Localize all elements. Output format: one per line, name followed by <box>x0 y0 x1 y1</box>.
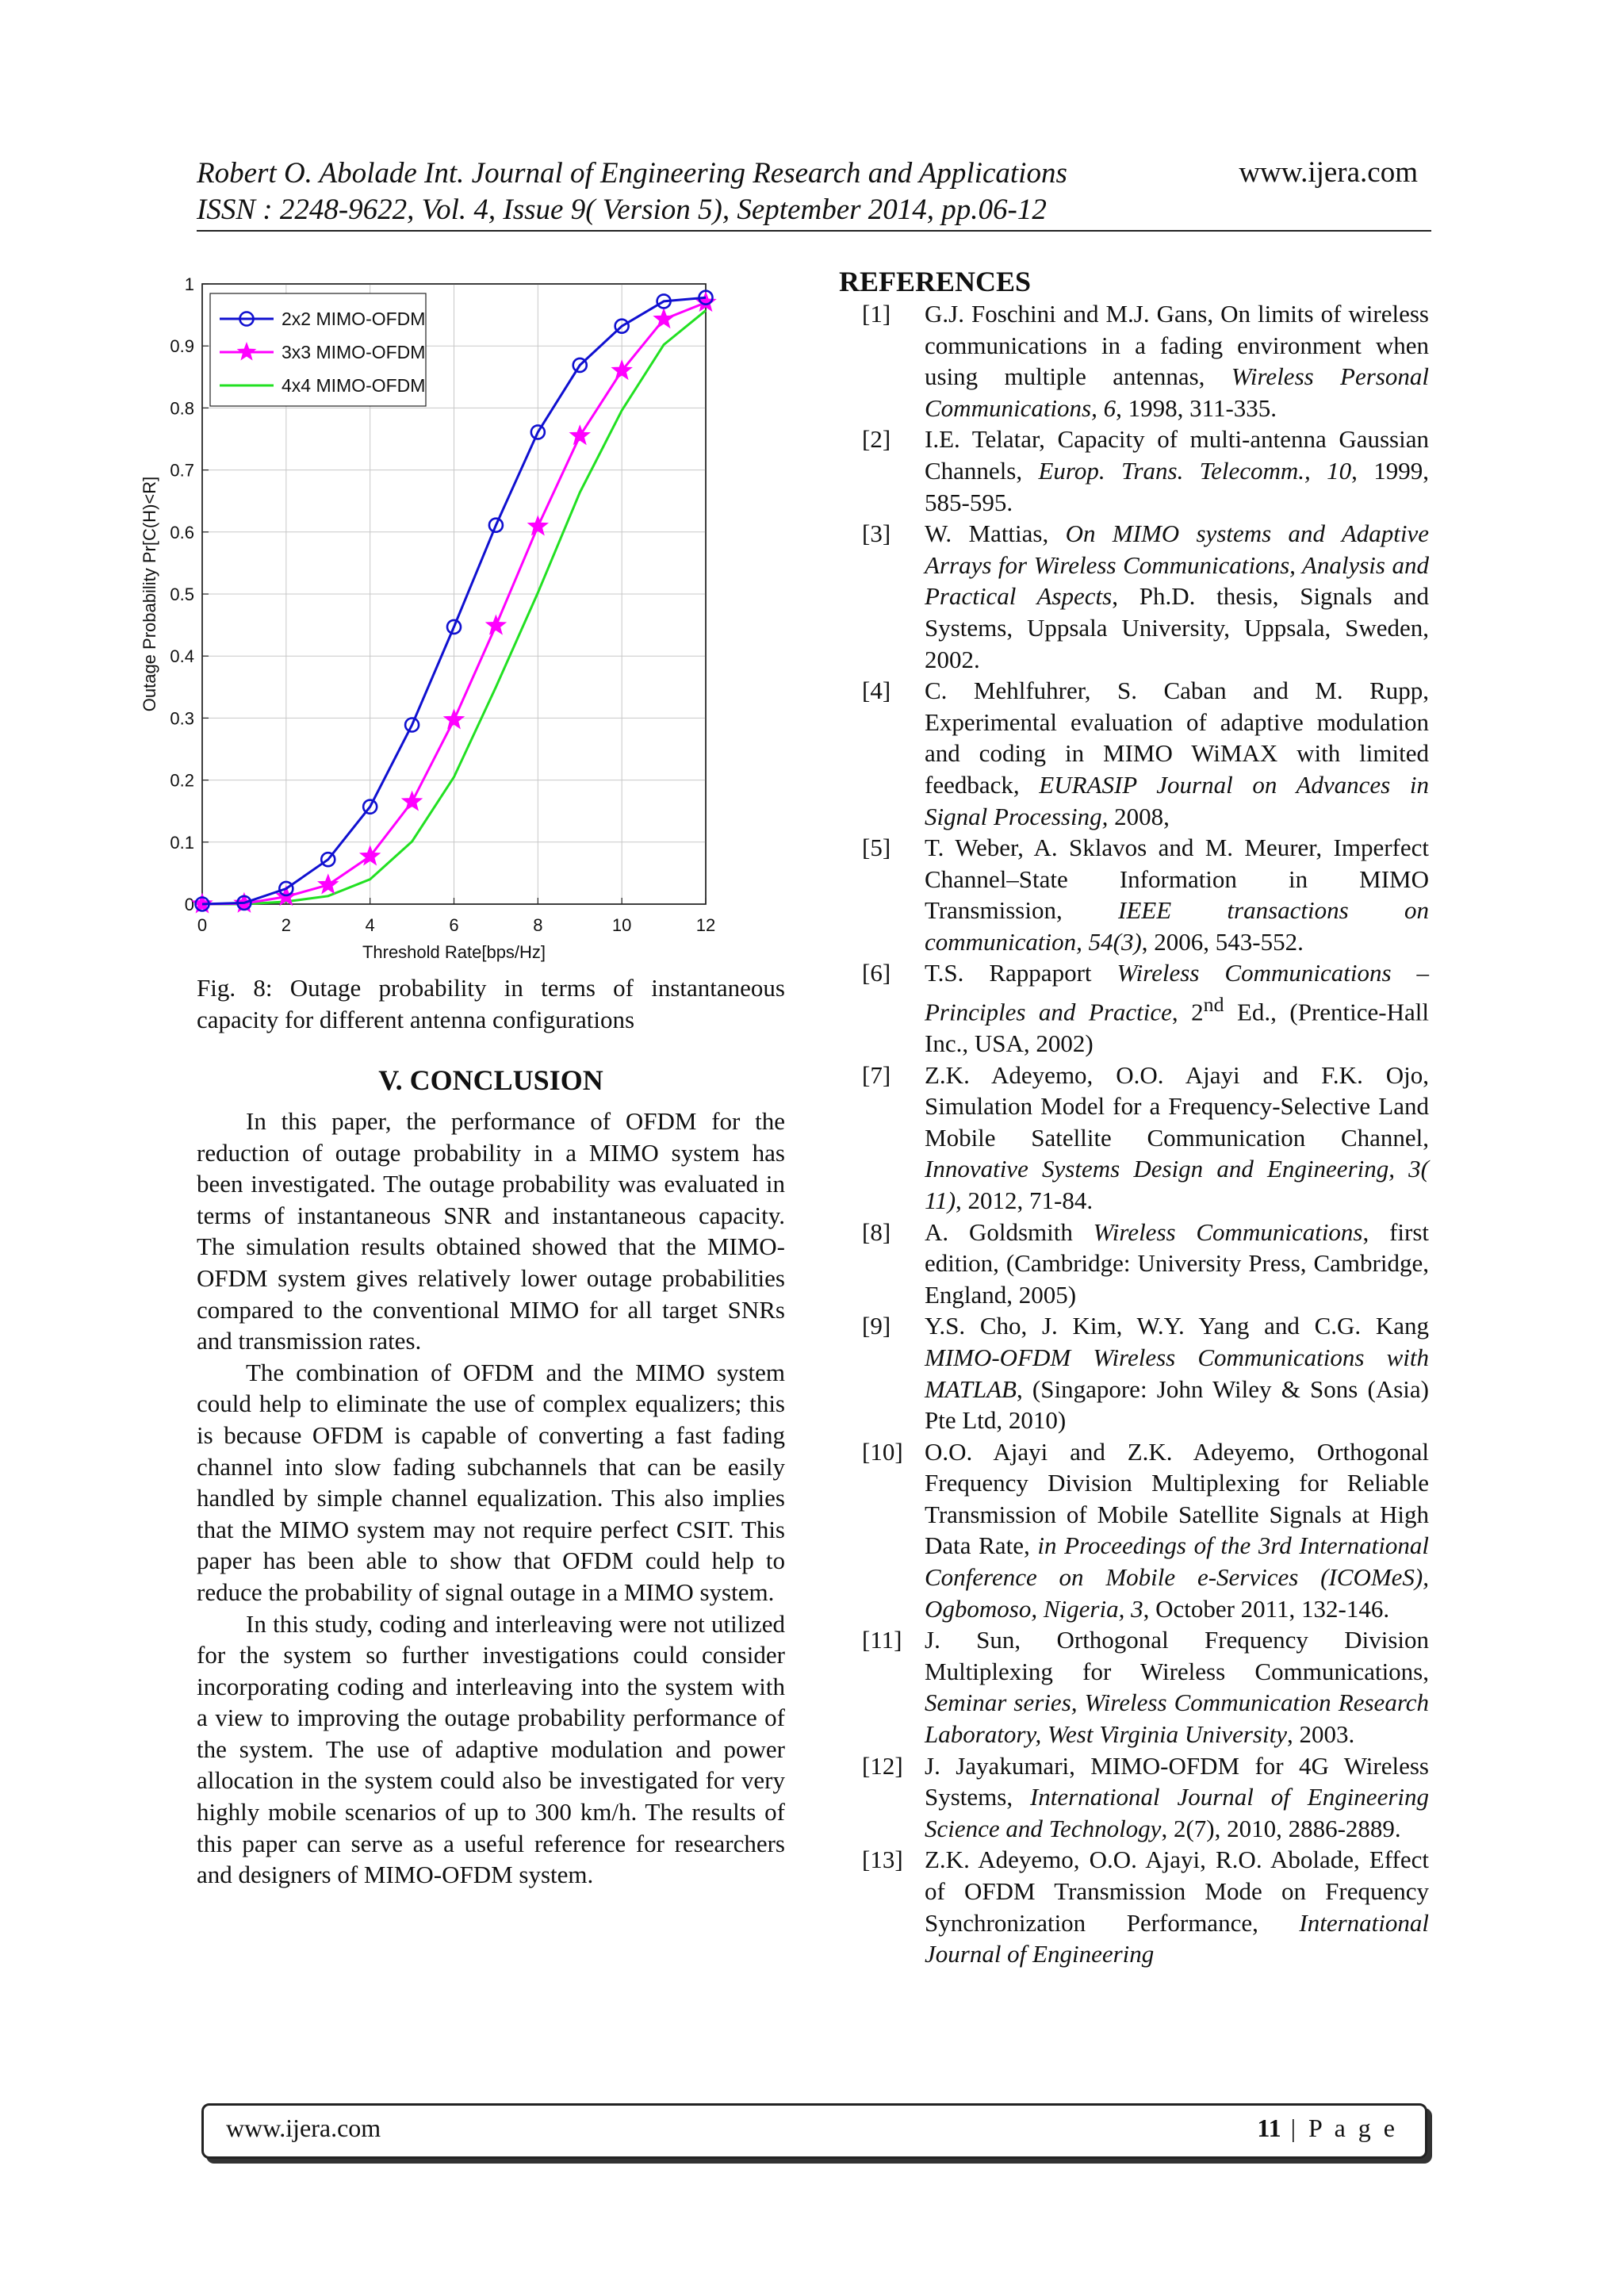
page-footer <box>201 2103 1427 2159</box>
reference-number: [1] <box>862 300 891 328</box>
header-journal-line: Robert O. Abolade Int. Journal of Engineering Research and Applications <box>197 157 1067 190</box>
header-divider <box>197 230 1431 232</box>
reference-number: [9] <box>862 1312 891 1340</box>
reference-number: [11] <box>862 1626 902 1654</box>
reference-item <box>839 1217 1429 1311</box>
x-tick-label: 8 <box>533 915 543 935</box>
x-tick-label: 4 <box>365 915 375 935</box>
y-axis-label: Outage Probability Pr[C(H)<R] <box>140 476 159 712</box>
reference-text: J. Jayakumari, MIMO-OFDM for 4G Wireless Systems, International Journal of Engineering Science and Technology, 2(7), 2010, 2886-2889. <box>925 1751 1429 1842</box>
x-tick-label: 2 <box>281 915 291 935</box>
reference-text: T. Weber, A. Sklavos and M. Meurer, Imperfect Channel–State Information in MIMO Transmission, IEEE transactions on communication, 54(3), 2006, 543-552. <box>925 834 1429 956</box>
legend-label: 3x3 MIMO-OFDM <box>282 342 426 362</box>
legend-label: 2x2 MIMO-OFDM <box>282 309 426 329</box>
conclusion-paragraph: In this study, coding and interleaving were not utilized for the system so further investigations could consider incorporating coding and interleaving into the system with a view to improving the outage probability performance of the system. The use of adaptive modulation and power allocation in the system could also be investigated for very highly mobile scenarios of up to 300 km/h. The results of this paper can serve as a useful reference for researchers and designers of MIMO-OFDM system. <box>197 1609 785 1889</box>
conclusion-paragraph: The combination of OFDM and the MIMO system could help to eliminate the use of complex equalizers; this is because OFDM is capable of converting a fast fading channel into slow fading subchannels that can be easily handled by simple channel equalization. This also implies that the MIMO system may not require perfect CSIT. This paper has been able to show that OFDM could help to reduce the probability of signal outage in a MIMO system. <box>197 1358 785 1606</box>
reference-item <box>839 298 1429 424</box>
reference-number: [13] <box>862 1846 903 1874</box>
reference-item <box>839 1624 1429 1750</box>
reference-item <box>839 518 1429 675</box>
y-tick-label: 0.9 <box>170 336 194 357</box>
page-label: | P a g e <box>1281 2114 1398 2142</box>
reference-text: J. Sun, Orthogonal Frequency Division Multiplexing for Wireless Communications, Seminar series, Wireless Communication Research Laboratory, West Virginia University, 2003. <box>925 1626 1429 1749</box>
reference-text: C. Mehlfuhrer, S. Caban and M. Rupp, Experimental evaluation of adaptive modulation and coding in MIMO WiMAX with limited feedback, EURASIP Journal on Advances in Signal Processing, 2008, <box>925 677 1429 830</box>
page-number <box>1257 2114 1398 2143</box>
references-heading: REFERENCES <box>839 266 1032 297</box>
y-tick-label: 0.4 <box>170 646 194 667</box>
reference-item <box>839 1844 1429 1969</box>
reference-text: Z.K. Adeyemo, O.O. Ajayi, R.O. Abolade, Effect of OFDM Transmission Mode on Frequency Synchronization Performance, International Journal of Engineering <box>925 1846 1429 1968</box>
reference-item <box>839 675 1429 832</box>
y-tick-label: 0 <box>184 895 194 914</box>
y-tick-label: 0.7 <box>170 460 194 481</box>
reference-item <box>839 424 1429 518</box>
conclusion-section <box>197 1063 785 1891</box>
reference-number: [6] <box>862 959 891 987</box>
running-header <box>197 155 1434 228</box>
reference-text: T.S. Rappaport Wireless Communications – Principles and Practice, 2nd Ed., (Prentice-Hall Inc., USA, 2002) <box>925 959 1429 1057</box>
y-tick-label: 0.3 <box>170 708 194 729</box>
reference-text: W. Mattias, On MIMO systems and Adaptive Arrays for Wireless Communications, Analysis and Practical Aspects, Ph.D. thesis, Signals and Systems, Uppsala University, Uppsala, Sweden, 2002. <box>925 519 1429 673</box>
reference-number: [2] <box>862 425 891 454</box>
reference-text: I.E. Telatar, Capacity of multi-antenna Gaussian Channels, Europ. Trans. Telecomm., 10, 1999, 585-595. <box>925 425 1429 516</box>
x-axis-label: Threshold Rate[bps/Hz] <box>362 942 546 962</box>
reference-item <box>839 1436 1429 1625</box>
reference-number: [10] <box>862 1437 903 1466</box>
outage-probability-chart <box>133 262 831 976</box>
reference-number: [7] <box>862 1060 891 1089</box>
conclusion-paragraph: In this paper, the performance of OFDM for the reduction of outage probability in a MIMO system has been investigated. The outage probability was evaluated in terms of instantaneous SNR and instantaneous capacity. The simulation results obtained showed that the MIMO-OFDM system gives relatively lower outage probabilities compared to the conventional MIMO for all target SNRs and transmission rates. <box>197 1107 785 1355</box>
x-tick-label: 6 <box>449 915 459 935</box>
reference-number: [12] <box>862 1751 903 1780</box>
x-tick-label: 12 <box>695 915 716 935</box>
figure-caption: Fig. 8: Outage probability in terms of instantaneous capacity for different antenna configurations <box>197 974 785 1033</box>
reference-text: Y.S. Cho, J. Kim, W.Y. Yang and C.G. Kang MIMO-OFDM Wireless Communications with MATLAB, (Singapore: John Wiley & Sons (Asia) Pte Ltd, 2010) <box>925 1312 1429 1435</box>
reference-number: [3] <box>862 519 891 548</box>
reference-item <box>839 1750 1429 1845</box>
references-section <box>839 265 1429 1970</box>
y-tick-label: 0.8 <box>170 398 194 419</box>
y-tick-label: 0.1 <box>170 832 194 853</box>
reference-text: A. Goldsmith Wireless Communications, first edition, (Cambridge: University Press, Cambridge, England, 2005) <box>925 1217 1429 1309</box>
reference-number: [4] <box>862 677 891 705</box>
reference-item <box>839 1310 1429 1435</box>
x-tick-label: 0 <box>197 915 208 935</box>
reference-item <box>839 957 1429 1059</box>
reference-list <box>839 298 1429 1970</box>
legend-label: 4x4 MIMO-OFDM <box>282 375 426 396</box>
reference-text: G.J. Foschini and M.J. Gans, On limits of wireless communications in a fading environment when using multiple antennas, Wireless Personal Communications, 6, 1998, 311-335. <box>925 300 1429 422</box>
y-tick-label: 0.5 <box>170 585 194 604</box>
reference-number: [5] <box>862 834 891 862</box>
conclusion-heading: V. CONCLUSION <box>378 1064 603 1096</box>
reference-item <box>839 832 1429 957</box>
footer-site-link[interactable]: www.ijera.com <box>226 2114 381 2142</box>
reference-number: [8] <box>862 1217 891 1246</box>
y-tick-label: 1 <box>184 274 194 294</box>
reference-text: O.O. Ajayi and Z.K. Adeyemo, Orthogonal Frequency Division Multiplexing for Reliable Transmission of Mobile Satellite Signals at High Data Rate, in Proceedings of the 3rd International Conference on Mobile e-Services (ICOMeS), Ogbomoso, Nigeria, 3, October 2011, 132-146. <box>925 1437 1430 1623</box>
x-tick-label: 10 <box>611 915 632 935</box>
header-site-link[interactable]: www.ijera.com <box>1239 156 1418 189</box>
reference-text: Z.K. Adeyemo, O.O. Ajayi and F.K. Ojo, Simulation Model for a Frequency-Selective Land Mobile Satellite Communication Channel, Innovative Systems Design and Engineering, 3( 11), 2012, 71-84. <box>925 1060 1429 1214</box>
header-issn-line: ISSN : 2248-9622, Vol. 4, Issue 9( Version 5), September 2014, pp.06-12 <box>197 194 1047 226</box>
y-tick-label: 0.6 <box>170 522 194 542</box>
page-number-value: 11 <box>1257 2114 1281 2142</box>
y-tick-label: 0.2 <box>170 770 194 791</box>
reference-item <box>839 1060 1429 1217</box>
